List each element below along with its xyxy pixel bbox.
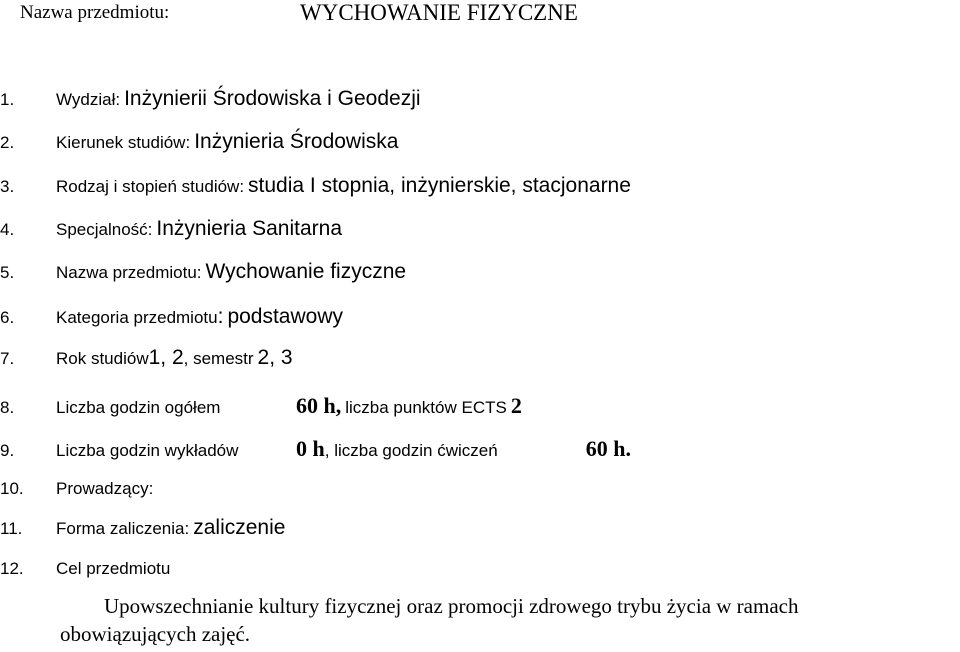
item-number: 5. [0, 263, 15, 282]
item-colon: : [217, 305, 224, 328]
item-number: 9. [0, 441, 15, 460]
item-value: Inżynieria Sanitarna [156, 217, 342, 240]
item-label: Specjalność: [56, 220, 153, 239]
item-mid-label: , semestr [183, 349, 254, 368]
item-5 [0, 260, 406, 284]
item-number: 4. [0, 220, 15, 239]
item-mid-label: , liczba godzin ćwiczeń [324, 441, 498, 460]
item-value: Inżynierii Środowiska i Geodezji [124, 87, 421, 110]
item-number: 3. [0, 177, 15, 196]
item-label: Rok studiów [56, 349, 149, 368]
item-value: podstawowy [227, 305, 343, 328]
item-label: Cel przedmiotu [56, 559, 171, 578]
item-number: 6. [0, 308, 15, 327]
item-label: Liczba godzin ogółem [56, 398, 221, 417]
header-label: Nazwa przedmiotu: [20, 2, 170, 23]
goal-line-2 [60, 622, 250, 647]
item-label: Forma zaliczenia: [56, 519, 190, 538]
document-title-row [300, 0, 578, 26]
item-number: 11. [0, 519, 23, 538]
item-value: zaliczenie [193, 516, 286, 539]
item-4 [0, 217, 342, 241]
item-10 [0, 479, 153, 499]
item-value-hours: 60 h, [296, 393, 342, 418]
item-9 [0, 436, 631, 462]
item-number: 1. [0, 90, 15, 109]
item-11 [0, 516, 285, 540]
goal-line-1 [104, 594, 798, 619]
item-1 [0, 87, 421, 111]
item-label: Nazwa przedmiotu: [56, 263, 202, 282]
item-label: Kategoria przedmiotu [56, 308, 218, 327]
item-2 [0, 130, 398, 154]
item-value-semester: 2, 3 [257, 346, 293, 369]
item-number: 10. [0, 479, 24, 498]
item-label: Wydział: [56, 90, 121, 109]
item-value: Wychowanie fizyczne [205, 260, 407, 283]
item-6 [0, 305, 343, 329]
item-8 [0, 393, 522, 419]
item-number: 8. [0, 398, 15, 417]
item-label: Kierunek studiów: [56, 133, 191, 152]
item-mid-label: liczba punktów ECTS [345, 398, 507, 417]
item-label: Rodzaj i stopień studiów: [56, 177, 245, 196]
item-label: Liczba godzin wykładów [56, 441, 239, 460]
item-value-exercise-hours: 60 h. [585, 436, 631, 461]
item-value: studia I stopnia, inżynierskie, stacjonarne [248, 174, 631, 197]
goal-text-continued: obowiązujących zajęć. [60, 622, 251, 646]
document-title: WYCHOWANIE FIZYCZNE [300, 0, 578, 25]
item-label: Prowadzący: [56, 479, 154, 498]
item-value-ects: 2 [510, 393, 522, 418]
item-value-year: 1, 2 [148, 346, 184, 369]
item-number: 2. [0, 133, 15, 152]
item-7 [0, 346, 293, 370]
item-value-lecture-hours: 0 h [296, 436, 325, 461]
item-value: Inżynieria Środowiska [194, 130, 399, 153]
item-3 [0, 174, 631, 198]
header-row [20, 2, 169, 24]
item-number: 7. [0, 349, 15, 368]
goal-text: Upowszechnianie kultury fizycznej oraz promocji zdrowego trybu życia w ramach [104, 594, 799, 618]
item-number: 12. [0, 559, 24, 578]
item-12 [0, 559, 170, 579]
